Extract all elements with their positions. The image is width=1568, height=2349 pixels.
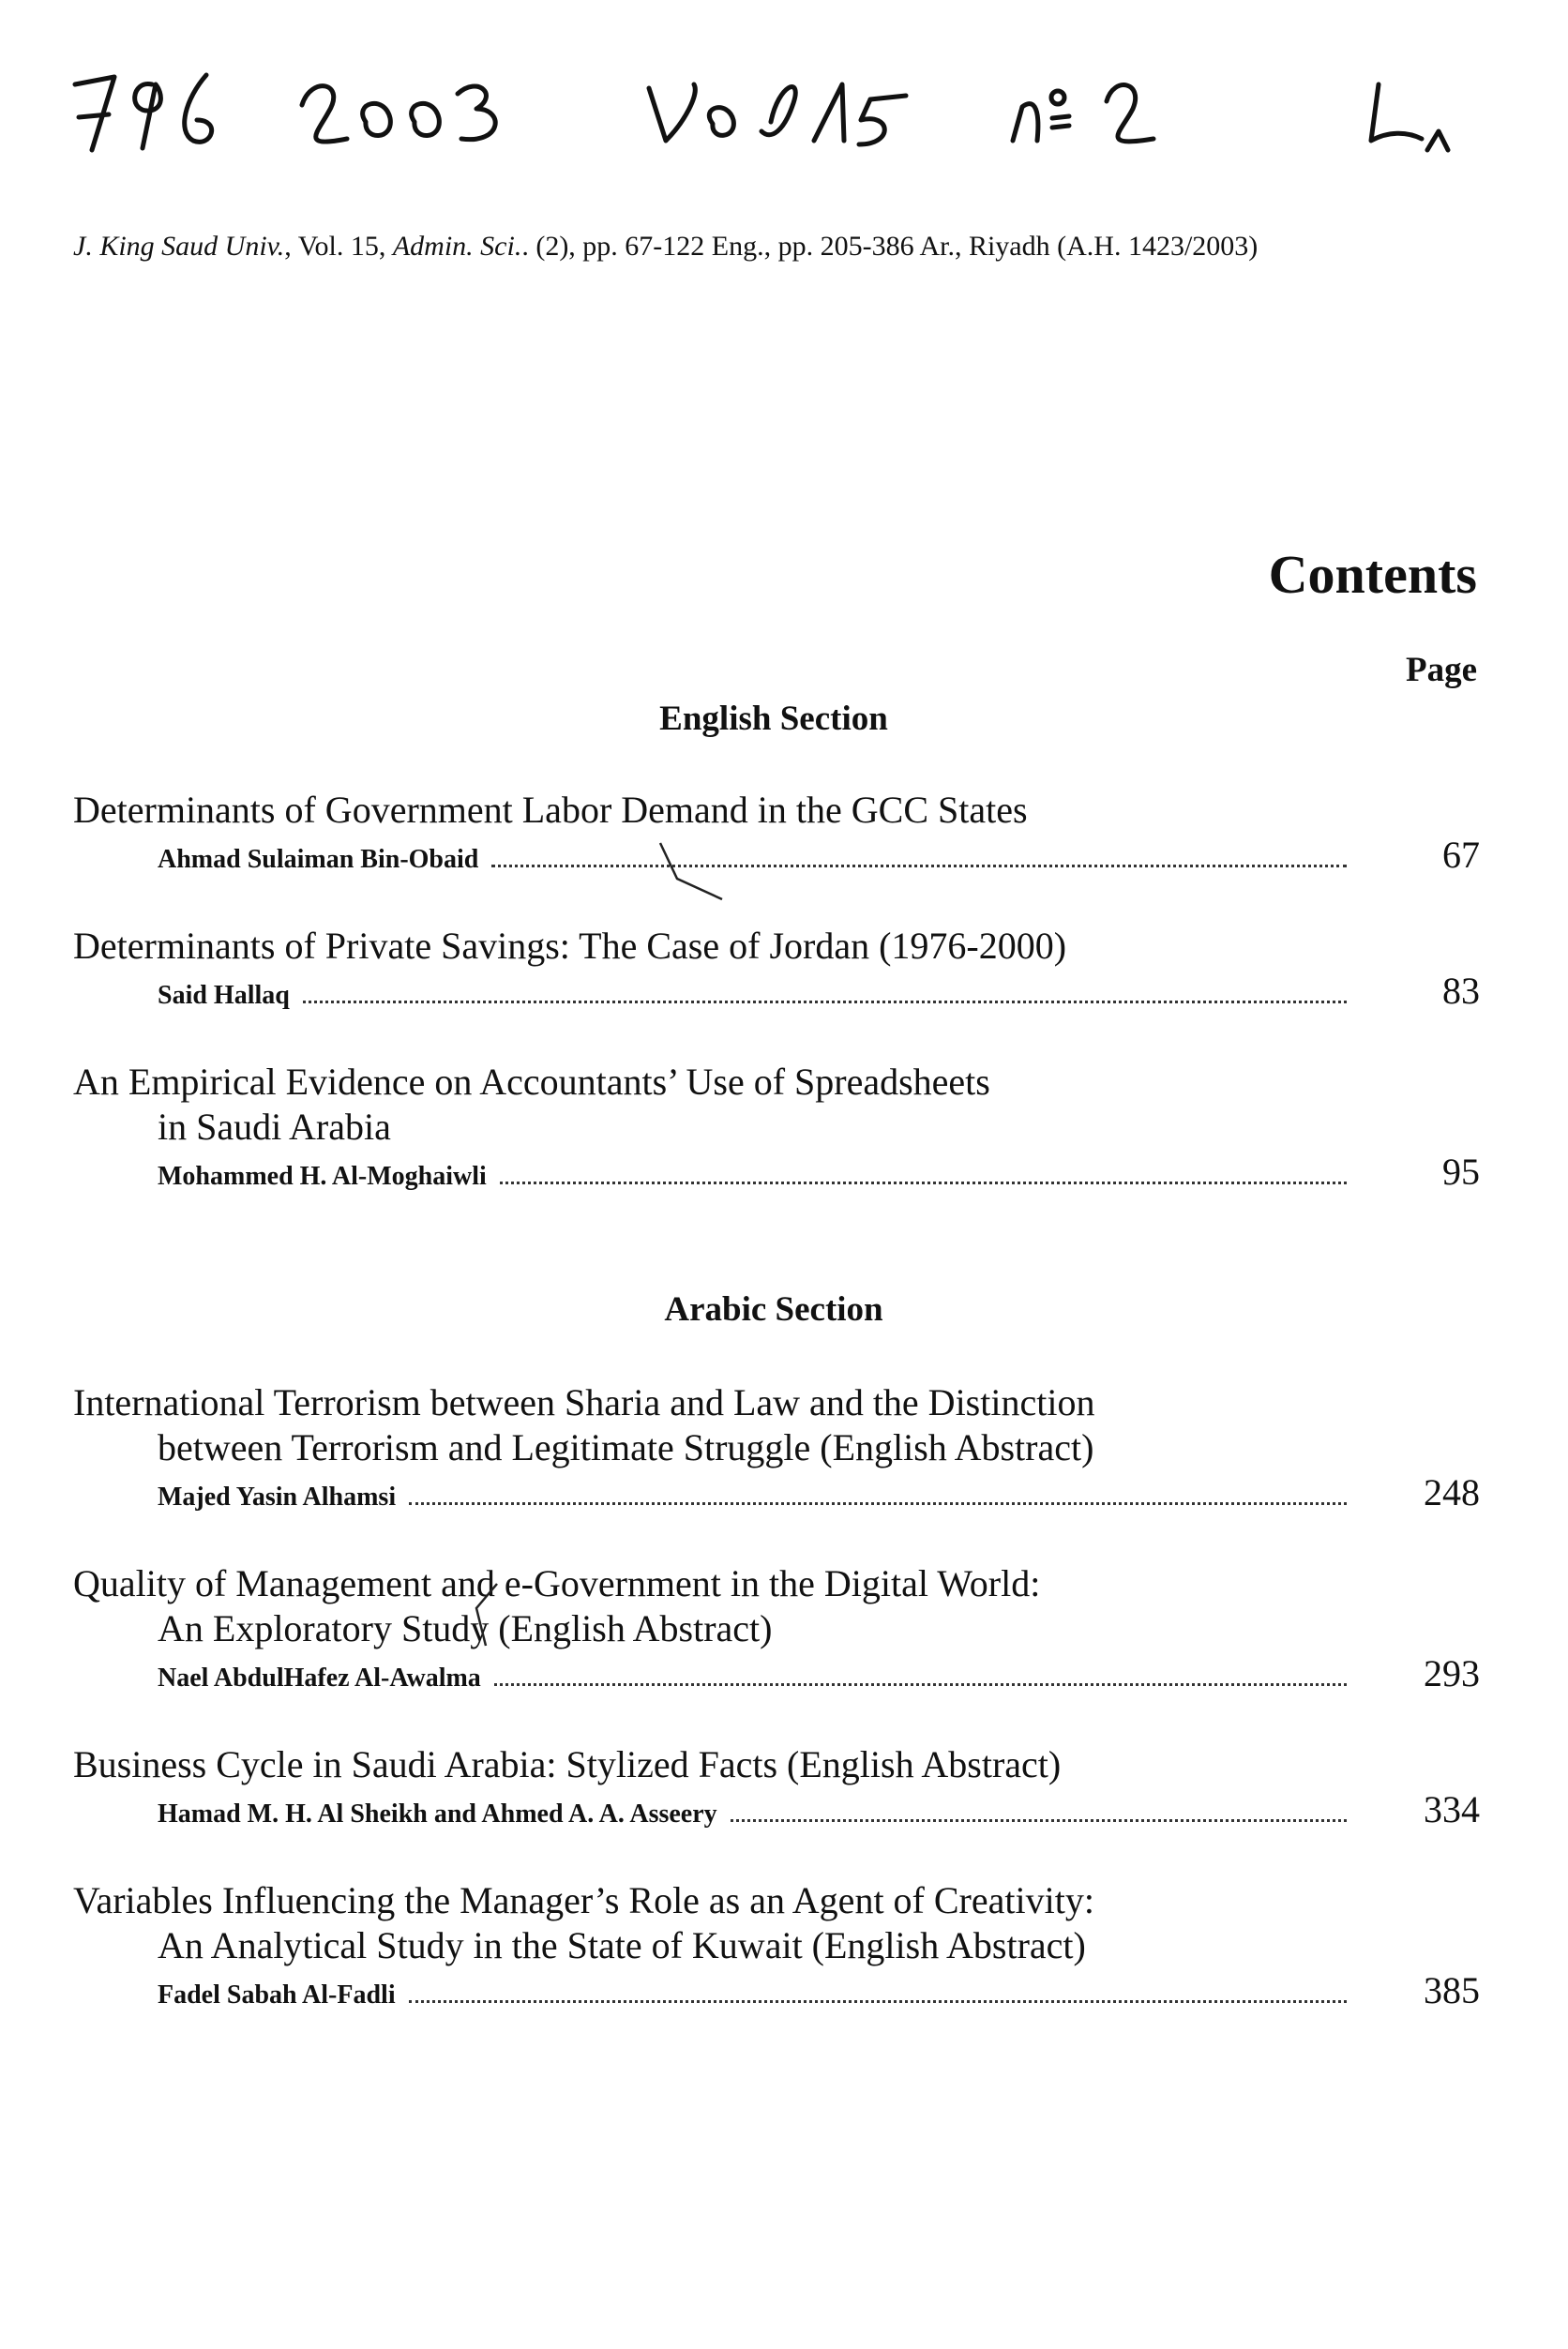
- arabic-section-heading: Arabic Section: [664, 1290, 883, 1329]
- entry-title: Determinants of Private Savings: The Case of Jordan (1976-2000): [73, 925, 1067, 967]
- toc-entry: [73, 788, 1480, 879]
- page-column-label: Page: [1405, 651, 1477, 689]
- dot-leader: [491, 864, 1347, 867]
- entry-author: Majed Yasin Alhamsi: [158, 1483, 397, 1512]
- entry-author: Nael AbdulHafez Al-Awalma: [158, 1664, 481, 1693]
- journal-citation: [73, 230, 1480, 264]
- contents-title: Contents: [1268, 544, 1477, 605]
- pen-mark: [469, 1580, 506, 1655]
- dot-leader: [409, 1999, 1347, 2003]
- entry-title-continued: between Terrorism and Legitimate Struggle (English Abstract): [158, 1426, 1094, 1468]
- entry-title: Variables Influencing the Manager’s Role as an Agent of Creativity:: [73, 1879, 1094, 1921]
- entry-author-row: [73, 1969, 1480, 2014]
- entry-page: 95: [1442, 1151, 1480, 1193]
- toc-entry: [73, 1060, 1480, 1196]
- entry-author-row: [73, 972, 1480, 1015]
- entry-author: Hamad M. H. Al Sheikh and Ahmed A. A. Asseery: [158, 1799, 717, 1829]
- entry-author-row: [73, 836, 1480, 879]
- entry-author: Said Hallaq: [158, 981, 290, 1010]
- toc-entry: [73, 1380, 1480, 1516]
- entry-title-continued: in Saudi Arabia: [158, 1106, 391, 1148]
- entry-page: 334: [1424, 1788, 1480, 1830]
- handwritten-annotation: [66, 47, 1491, 169]
- entry-title: Determinants of Government Labor Demand in the GCC States: [73, 789, 1028, 831]
- journal-name: J. King Saud Univ.: [73, 231, 285, 262]
- pen-mark: [656, 839, 731, 905]
- entry-author: Fadel Sabah Al-Fadli: [158, 1980, 396, 2010]
- entry-author: Mohammed H. Al-Moghaiwli: [158, 1162, 487, 1191]
- entry-title: Quality of Management and e-Government in the Digital World:: [73, 1562, 1041, 1604]
- entry-title-continued: An Exploratory Study (English Abstract): [158, 1607, 773, 1649]
- entry-author-row: [73, 1788, 1480, 1833]
- toc-entry: [73, 1742, 1480, 1833]
- entry-page: 248: [1424, 1471, 1480, 1513]
- entry-title-continued: An Analytical Study in the State of Kuwait (English Abstract): [158, 1924, 1086, 1966]
- entry-author-row: [73, 1153, 1480, 1196]
- citation-pages: . (2), pp. 67-122 Eng., pp. 205-386 Ar., Riyadh (A.H. 1423/2003): [521, 231, 1259, 262]
- entry-author-row: [73, 1652, 1480, 1697]
- dot-leader: [409, 1501, 1347, 1505]
- entry-page: 293: [1424, 1652, 1480, 1694]
- english-section-heading: English Section: [659, 700, 888, 738]
- dot-leader: [731, 1818, 1347, 1822]
- toc-entry: [73, 924, 1480, 1015]
- entry-author: Ahmad Sulaiman Bin-Obaid: [158, 845, 479, 874]
- toc-entry: [73, 1561, 1480, 1697]
- entry-page: 67: [1442, 834, 1480, 876]
- citation-section: Admin. Sci.: [392, 231, 522, 262]
- entry-title: Business Cycle in Saudi Arabia: Stylized Facts (English Abstract): [73, 1743, 1062, 1785]
- citation-volume: , Vol. 15,: [284, 231, 393, 262]
- entry-title: An Empirical Evidence on Accountants’ Use of Spreadsheets: [73, 1061, 990, 1103]
- dot-leader: [494, 1682, 1347, 1686]
- entry-page: 385: [1424, 1969, 1480, 2011]
- entry-author-row: [73, 1471, 1480, 1516]
- entry-page: 83: [1442, 970, 1480, 1012]
- toc-entry: [73, 1878, 1480, 2014]
- entry-title: International Terrorism between Sharia and Law and the Distinction: [73, 1381, 1095, 1423]
- dot-leader: [303, 1000, 1347, 1003]
- dot-leader: [500, 1181, 1347, 1184]
